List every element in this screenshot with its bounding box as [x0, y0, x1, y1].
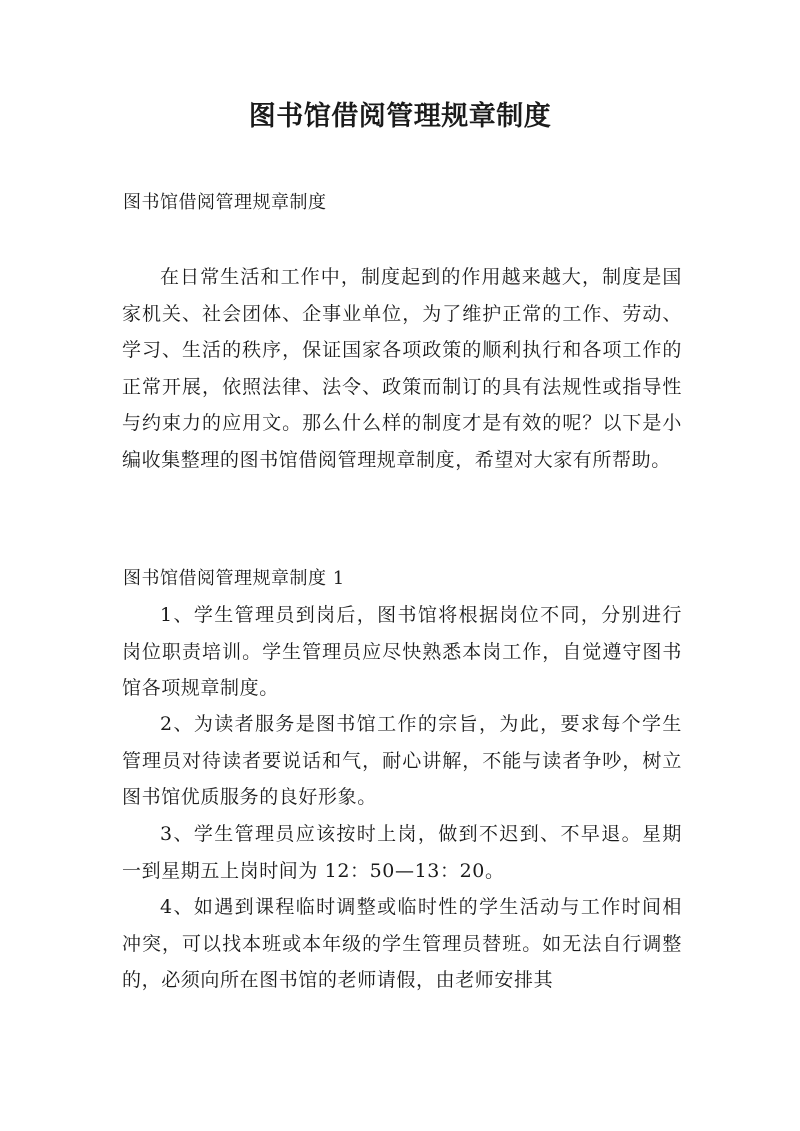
section-heading: 图书馆借阅管理规章制度 1 [123, 568, 345, 589]
rule-item-3: 3、学生管理员应该按时上岗，做到不迟到、不早退。星期一到星期五上岗时间为 12：50—13：20。 [122, 823, 682, 882]
document-title: 图书馆借阅管理规章制度 [248, 101, 552, 132]
rule-item-1: 1、学生管理员到岗后，图书馆将根据岗位不同，分别进行岗位职责培训。学生管理员应尽快熟悉本岗工作，自觉遵守图书馆各项规章制度。 [122, 604, 682, 700]
intro-paragraph: 在日常生活和工作中，制度起到的作用越来越大，制度是国家机关、社会团体、企事业单位，为了维护正常的工作、劳动、学习、生活的秩序，保证国家各项政策的顺利执行和各项工作的正常开展，依照法律、法令、政策而制订的具有法规性或指导性与约束力的应用文。那么什么样的制度才是有效的呢？以下是小编收集整理的图书馆借阅管理规章制度，希望对大家有所帮助。 [122, 266, 682, 471]
rule-item-4: 4、如遇到课程临时调整或临时性的学生活动与工作时间相冲突，可以找本班或本年级的学生管理员替班。如无法自行调整的，必须向所在图书馆的老师请假，由老师安排其 [122, 896, 682, 992]
document-subtitle: 图书馆借阅管理规章制度 [123, 192, 327, 213]
rule-item-2: 2、为读者服务是图书馆工作的宗旨，为此，要求每个学生管理员对待读者要说话和气，耐心讲解，不能与读者争吵，树立图书馆优质服务的良好形象。 [122, 713, 682, 809]
